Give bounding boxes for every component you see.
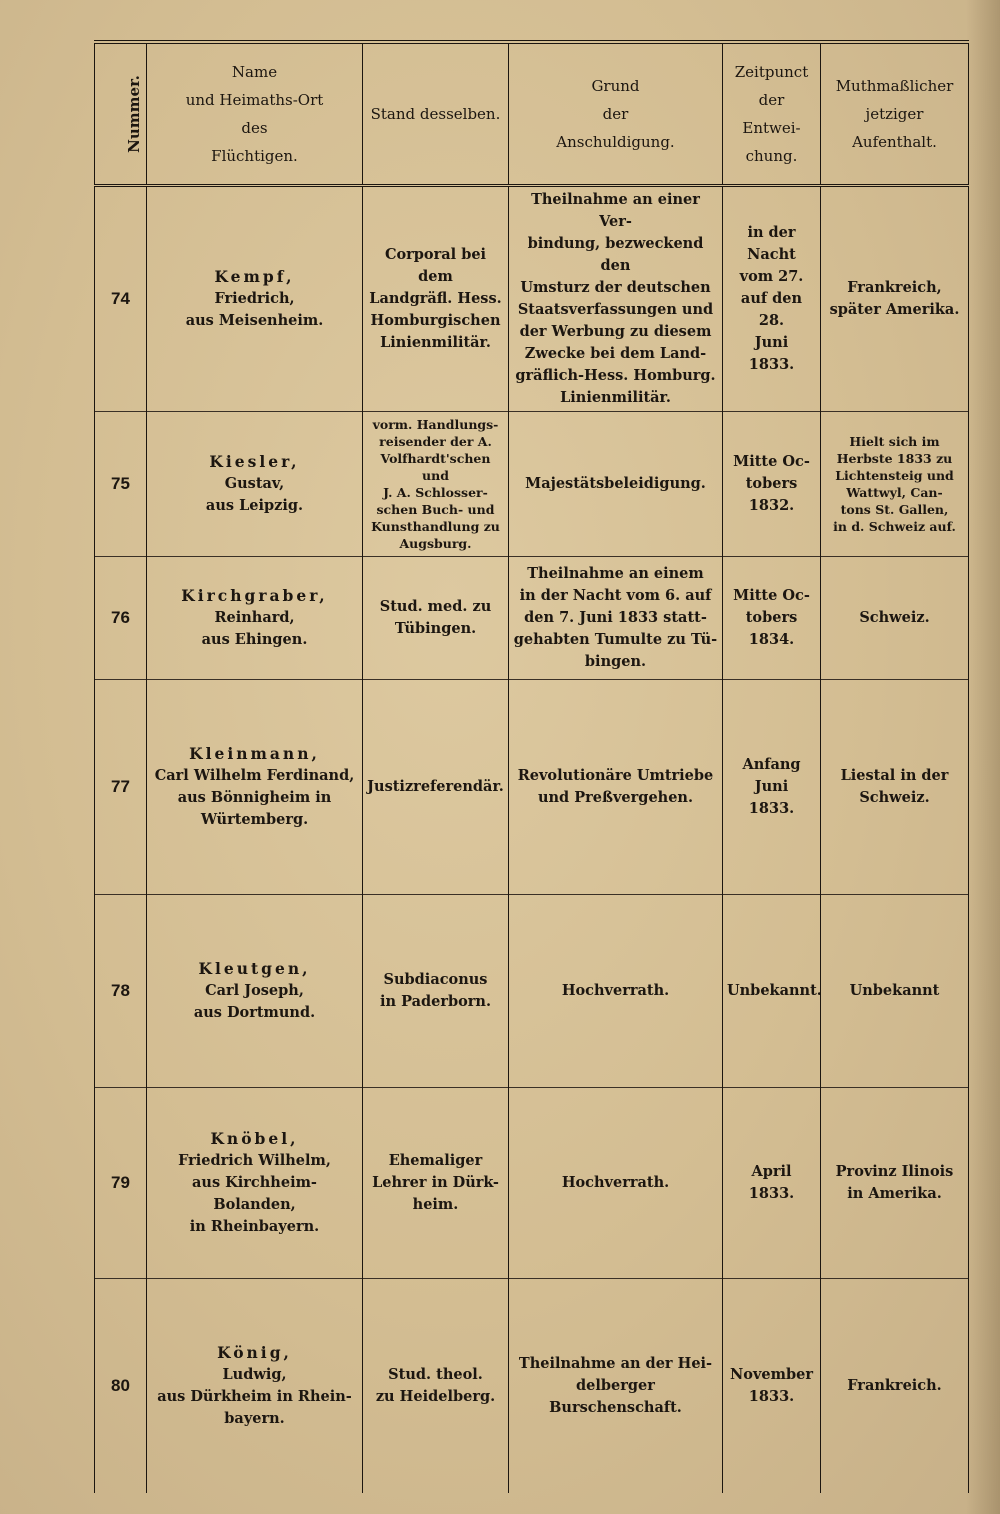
row-grund-line: Hochverrath. <box>561 1174 670 1191</box>
row-stand-line: Landgräfl. Hess. <box>369 290 502 307</box>
row-number: 74 <box>95 186 147 412</box>
table-row <box>95 412 969 557</box>
row-aufenthalt-line: Schweiz. <box>859 789 930 806</box>
row-grund-line: Staatsverfassungen und <box>517 301 714 318</box>
row-surname: Kempf, <box>214 267 295 286</box>
row-surname: Knöbel, <box>210 1129 299 1148</box>
row-aufenthalt-line: Hielt sich im <box>849 434 940 449</box>
row-zeitpunct-line: 1833. <box>748 1388 795 1405</box>
header-name-line: des <box>241 119 268 137</box>
row-stand-cell <box>363 895 509 1088</box>
row-grund-cell <box>509 895 723 1088</box>
row-number: 75 <box>95 412 147 557</box>
row-aufenthalt-line: Liestal in der <box>840 767 949 784</box>
row-grund-line: Linienmilitär. <box>560 389 671 406</box>
header-aufenthalt <box>821 42 969 186</box>
row-aufenthalt-line: in Amerika. <box>847 1185 942 1202</box>
header-stand <box>363 42 509 186</box>
table-row <box>95 895 969 1088</box>
header-grund-line: der <box>602 105 629 123</box>
row-name-line: aus Dürkheim in Rhein- <box>157 1388 352 1405</box>
row-zeitpunct-line: November <box>730 1366 813 1383</box>
row-grund-line: Revolutionäre Umtriebe <box>517 767 714 784</box>
table-header <box>95 42 969 186</box>
row-zeitpunct-line: 1833. <box>748 1185 795 1202</box>
row-name-line: aus Bönnigheim in <box>177 789 332 806</box>
row-number: 79 <box>95 1088 147 1279</box>
row-stand-line: Justizreferendär. <box>367 778 504 795</box>
row-aufenthalt-line: Unbekannt <box>849 982 940 999</box>
row-number: 78 <box>95 895 147 1088</box>
row-zeitpunct-line: tobers <box>745 609 798 626</box>
row-aufenthalt-line: Lichtensteig und <box>835 468 954 483</box>
row-grund-cell <box>509 680 723 895</box>
row-name-cell <box>147 1279 363 1494</box>
row-grund-line: Theilnahme an einer Ver- <box>531 191 700 230</box>
row-name-cell <box>147 1088 363 1279</box>
row-aufenthalt-line: Wattwyl, Can- <box>846 485 943 500</box>
row-stand-line: Augsburg. <box>399 536 472 551</box>
row-aufenthalt-cell <box>821 1279 969 1494</box>
row-zeitpunct-line: auf den 28. <box>740 290 803 329</box>
header-grund-line: Grund <box>591 77 640 95</box>
row-grund-cell <box>509 186 723 412</box>
row-zeitpunct-cell <box>723 557 821 680</box>
row-aufenthalt-line: Frankreich. <box>847 1377 942 1394</box>
row-grund-cell <box>509 1279 723 1494</box>
header-nummer-label: Nummer. <box>124 75 143 153</box>
row-stand-line: Volfhardt'schen und <box>380 451 491 483</box>
row-name-line: Reinhard, <box>214 609 295 626</box>
row-aufenthalt-line: Frankreich, <box>847 279 942 296</box>
row-stand-cell <box>363 557 509 680</box>
row-name-line: Friedrich, <box>214 290 295 307</box>
header-zeitpunct-line: der <box>758 91 785 109</box>
row-stand-cell <box>363 1279 509 1494</box>
table-body <box>95 186 969 1494</box>
row-grund-line: in der Nacht vom 6. auf <box>519 587 712 604</box>
header-zeitpunct-line: Zeitpunct <box>734 63 809 81</box>
row-aufenthalt-cell <box>821 557 969 680</box>
header-aufenthalt-line: Muthmaßlicher <box>835 77 954 95</box>
row-name-line: aus Dortmund. <box>193 1004 316 1021</box>
row-stand-line: Stud. med. zu <box>379 598 492 615</box>
row-name-line: Gustav, <box>224 475 285 492</box>
row-aufenthalt-line: Provinz Ilinois <box>835 1163 954 1180</box>
row-aufenthalt-line: später Amerika. <box>829 301 960 318</box>
row-name-line: aus Kirchheim-Bolanden, <box>192 1174 317 1213</box>
row-name-line: aus Meisenheim. <box>185 312 324 329</box>
row-surname: Kleutgen, <box>198 959 311 978</box>
row-grund-line: Theilnahme an der Hei- <box>518 1355 713 1372</box>
row-stand-line: Linienmilitär. <box>380 334 491 351</box>
row-name-line: Friedrich Wilhelm, <box>178 1152 331 1169</box>
row-aufenthalt-cell <box>821 412 969 557</box>
header-name <box>147 42 363 186</box>
row-grund-line: bingen. <box>584 653 647 670</box>
row-name-line: aus Leipzig. <box>205 497 304 514</box>
row-stand-line: Subdiaconus <box>383 971 488 988</box>
row-aufenthalt-line: in d. Schweiz auf. <box>833 519 956 534</box>
header-name-line: Name <box>231 63 278 81</box>
row-stand-line: Kunsthandlung zu <box>371 519 500 534</box>
row-zeitpunct-line: 1833. <box>748 356 795 373</box>
row-zeitpunct-cell <box>723 412 821 557</box>
row-zeitpunct-cell <box>723 1279 821 1494</box>
row-name-cell <box>147 412 363 557</box>
row-grund-line: Hochverrath. <box>561 982 670 999</box>
header-name-line: Flüchtigen. <box>211 147 298 165</box>
row-aufenthalt-cell <box>821 1088 969 1279</box>
row-name-line: Würtemberg. <box>200 811 309 828</box>
row-zeitpunct-line: Mitte Oc- <box>733 587 810 604</box>
header-aufenthalt-line: jetziger <box>865 105 924 123</box>
row-stand-line: vorm. Handlungs- <box>372 417 499 432</box>
table-row <box>95 680 969 895</box>
row-name-line: Ludwig, <box>222 1366 287 1383</box>
row-zeitpunct-line: Mitte Oc- <box>733 453 810 470</box>
table-row <box>95 186 969 412</box>
row-name-cell <box>147 557 363 680</box>
row-grund-cell <box>509 1088 723 1279</box>
row-stand-line: J. A. Schlosser- <box>383 485 488 500</box>
row-name-line: in Rheinbayern. <box>189 1218 320 1235</box>
row-stand-line: Ehemaliger <box>388 1152 483 1169</box>
row-grund-line: gehabten Tumulte zu Tü- <box>513 631 718 648</box>
row-stand-cell <box>363 680 509 895</box>
header-zeitpunct <box>723 42 821 186</box>
row-stand-line: Corporal bei dem <box>384 246 487 285</box>
row-number: 76 <box>95 557 147 680</box>
fugitives-register-table <box>94 40 969 1493</box>
row-name-line: Carl Joseph, <box>205 982 304 999</box>
row-stand-line: heim. <box>412 1196 459 1213</box>
header-grund <box>509 42 723 186</box>
row-stand-line: Lehrer in Dürk- <box>372 1174 499 1191</box>
table-row <box>95 1279 969 1494</box>
row-zeitpunct-line: April <box>751 1163 792 1180</box>
row-grund-line: und Preßvergehen. <box>537 789 694 806</box>
row-aufenthalt-cell <box>821 186 969 412</box>
row-grund-line: den 7. Juni 1833 statt- <box>524 609 707 626</box>
row-stand-cell <box>363 186 509 412</box>
row-grund-line: Theilnahme an einem <box>527 565 704 582</box>
row-zeitpunct-line: Unbekannt. <box>727 982 822 999</box>
row-zeitpunct-line: vom 27. <box>739 268 804 285</box>
row-grund-cell <box>509 557 723 680</box>
row-surname: Kirchgraber, <box>181 586 328 605</box>
row-aufenthalt-line: Schweiz. <box>859 609 930 626</box>
row-zeitpunct-line: 1833. <box>748 800 795 817</box>
row-name-cell <box>147 895 363 1088</box>
row-name-line: Carl Wilhelm Ferdinand, <box>154 767 355 784</box>
row-aufenthalt-line: Herbste 1833 zu <box>836 451 953 466</box>
row-name-line: bayern. <box>224 1410 285 1427</box>
row-stand-line: zu Heidelberg. <box>375 1388 496 1405</box>
row-grund-line: delberger Burschenschaft. <box>549 1377 682 1416</box>
row-grund-line: gräflich-Hess. Homburg. <box>515 367 716 384</box>
row-grund-line: bindung, bezweckend den <box>527 235 704 274</box>
row-zeitpunct-cell <box>723 680 821 895</box>
row-grund-line: Umsturz der deutschen <box>520 279 711 296</box>
row-name-cell <box>147 680 363 895</box>
row-zeitpunct-cell <box>723 1088 821 1279</box>
row-zeitpunct-line: tobers <box>745 475 798 492</box>
row-stand-line: Stud. theol. <box>388 1366 483 1383</box>
row-grund-line: Zwecke bei dem Land- <box>524 345 707 362</box>
row-surname: König, <box>217 1343 292 1362</box>
row-number: 77 <box>95 680 147 895</box>
table-row <box>95 1088 969 1279</box>
row-name-line: aus Ehingen. <box>201 631 308 648</box>
header-grund-line: Anschuldigung. <box>556 133 675 151</box>
row-zeitpunct-line: 1832. <box>748 497 795 514</box>
row-aufenthalt-cell <box>821 895 969 1088</box>
row-zeitpunct-line: Juni <box>754 334 789 351</box>
row-stand-line: in Paderborn. <box>379 993 492 1010</box>
header-stand-label: Stand desselben. <box>370 105 501 123</box>
row-zeitpunct-line: in der Nacht <box>747 224 796 263</box>
row-surname: Kiesler, <box>209 452 300 471</box>
row-zeitpunct-line: 1834. <box>748 631 795 648</box>
row-name-cell <box>147 186 363 412</box>
row-stand-line: Homburgischen <box>370 312 501 329</box>
row-grund-line: Majestätsbeleidigung. <box>525 475 706 492</box>
row-stand-cell <box>363 412 509 557</box>
row-grund-cell <box>509 412 723 557</box>
header-nummer <box>95 42 147 186</box>
row-stand-line: schen Buch- und <box>376 502 495 517</box>
row-aufenthalt-cell <box>821 680 969 895</box>
row-zeitpunct-line: Juni <box>754 778 789 795</box>
header-aufenthalt-line: Aufenthalt. <box>852 133 937 151</box>
row-number: 80 <box>95 1279 147 1494</box>
header-name-line: und Heimaths-Ort <box>185 91 324 109</box>
row-stand-cell <box>363 1088 509 1279</box>
header-zeitpunct-line: Entwei- <box>742 119 801 137</box>
row-zeitpunct-line: Anfang <box>742 756 801 773</box>
row-grund-line: der Werbung zu diesem <box>519 323 712 340</box>
row-zeitpunct-cell <box>723 895 821 1088</box>
table-row <box>95 557 969 680</box>
row-aufenthalt-line: tons St. Gallen, <box>840 502 949 517</box>
row-stand-line: reisender der A. <box>379 434 492 449</box>
row-zeitpunct-cell <box>723 186 821 412</box>
row-surname: Kleinmann, <box>189 744 320 763</box>
book-spine-shadow <box>966 0 1000 1514</box>
header-zeitpunct-line: chung. <box>745 147 798 165</box>
row-stand-line: Tübingen. <box>394 620 477 637</box>
